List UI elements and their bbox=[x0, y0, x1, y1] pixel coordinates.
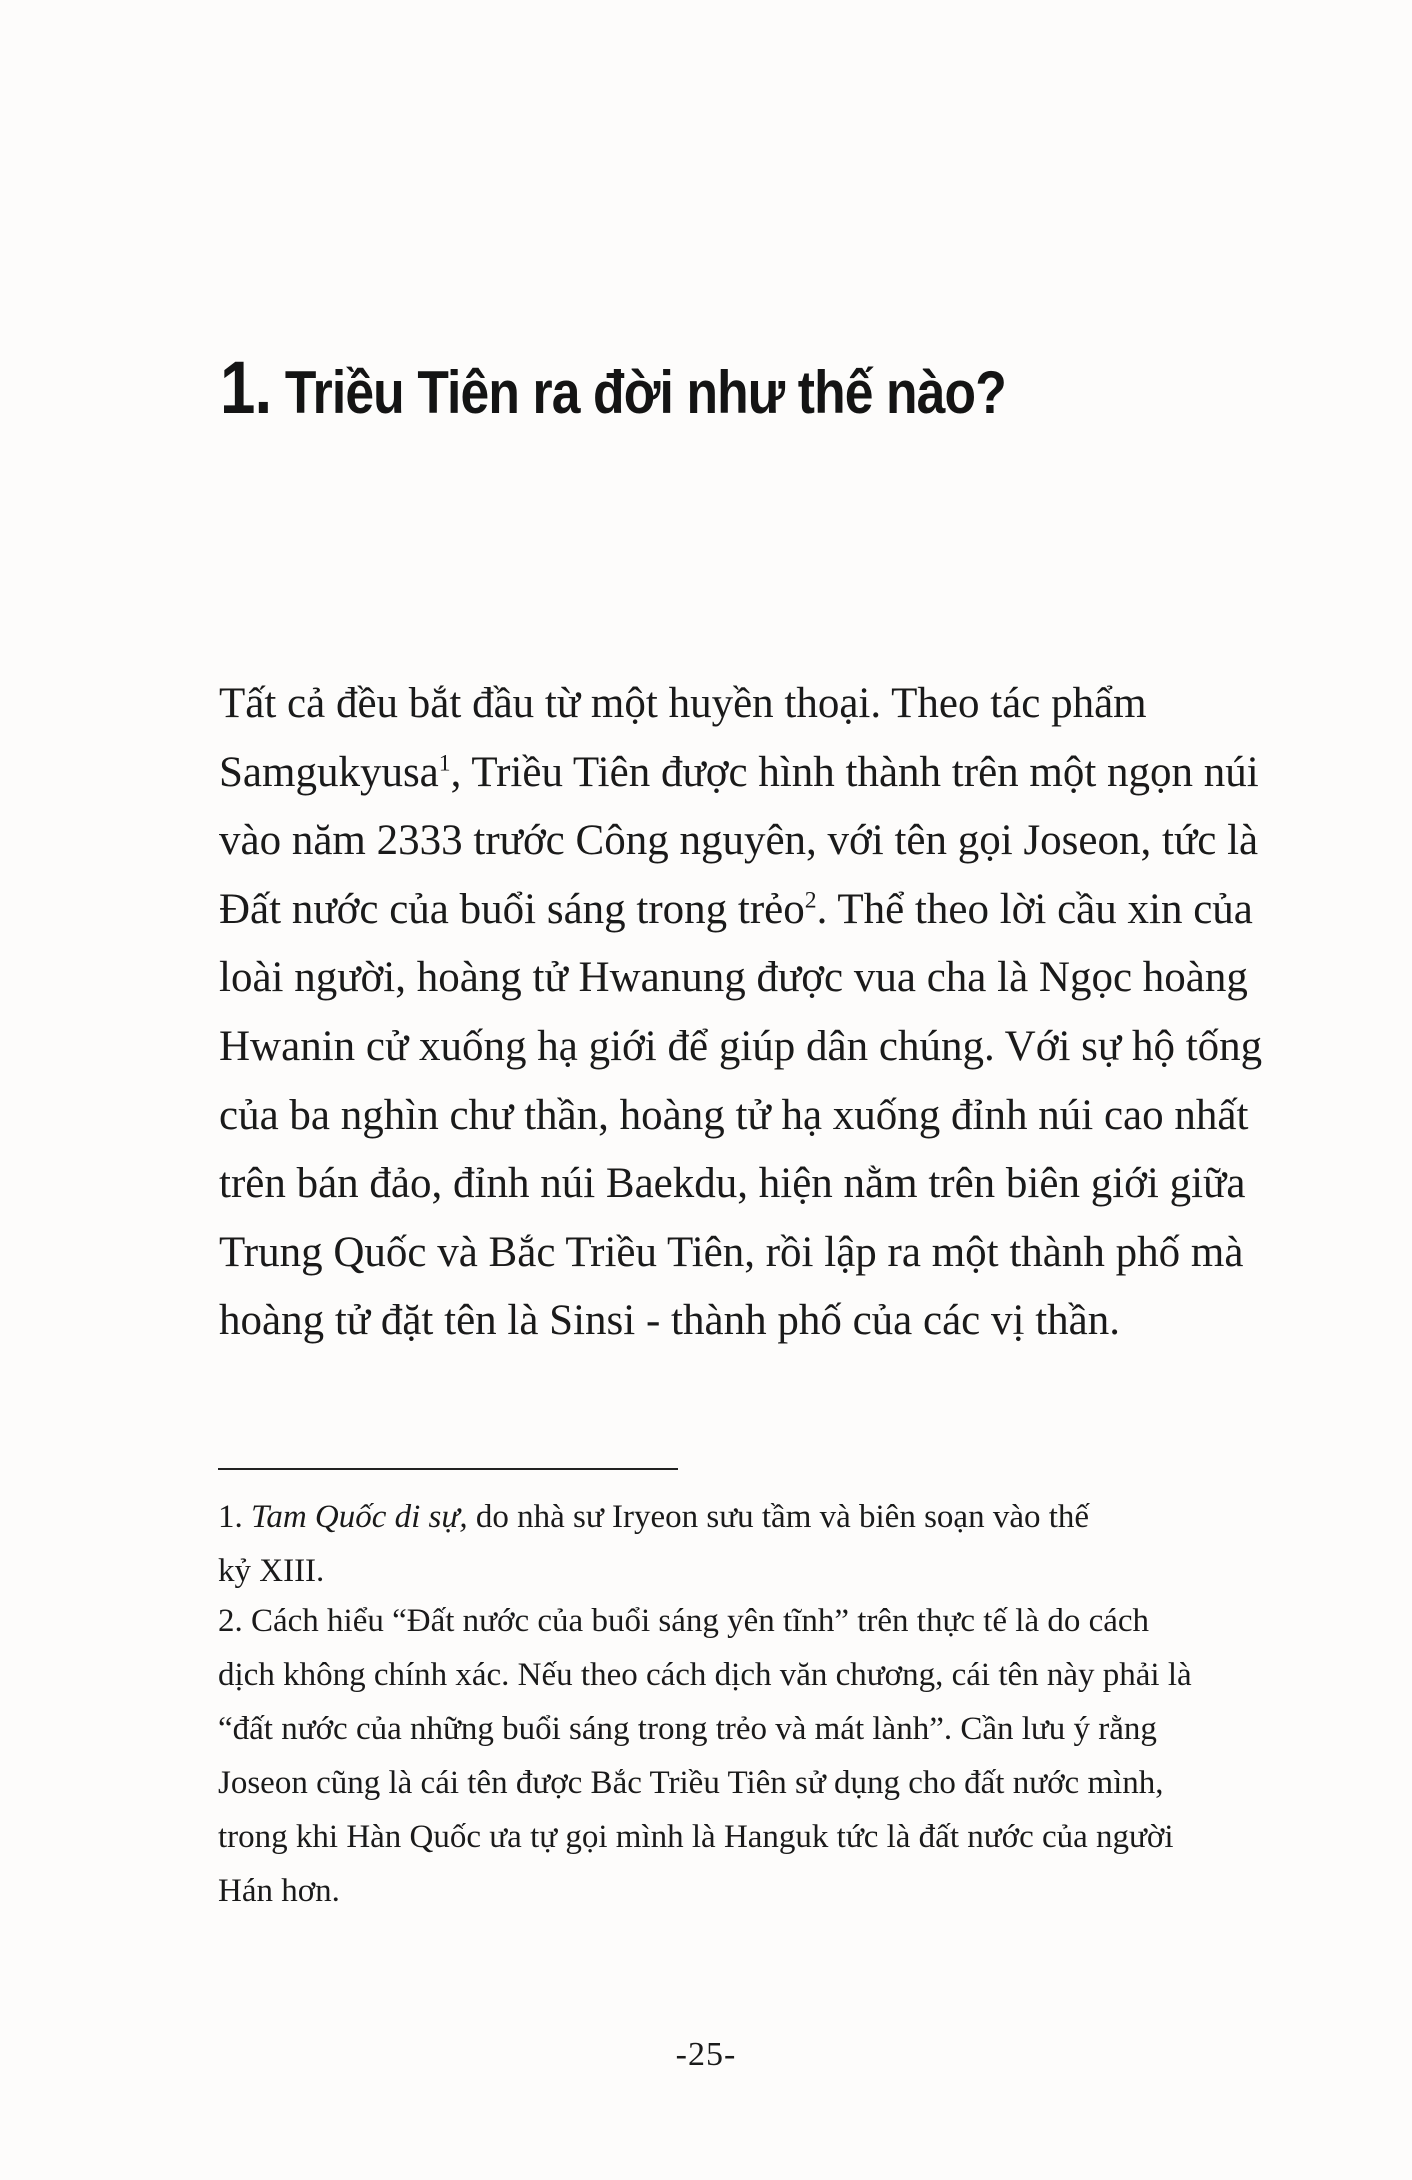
body-line: trên bán đảo, đỉnh núi Baekdu, hiện nằm trên biên giới giữa bbox=[219, 1160, 1246, 1208]
body-line: Trung Quốc và Bắc Triều Tiên, rồi lập ra một thành phố mà bbox=[219, 1228, 1244, 1276]
body-line: hoàng tử đặt tên là Sinsi - thành phố của các vị thần. bbox=[219, 1297, 1120, 1345]
body-line: Đất nước của buổi sáng trong trẻo$^2$. Thể theo lời cầu xin của bbox=[219, 885, 1253, 933]
chapter-heading bbox=[220, 346, 1006, 429]
heading-number: 1. bbox=[220, 346, 272, 429]
footnote-ref-1: 1 bbox=[438, 750, 451, 777]
body-line: của ba nghìn chư thần, hoàng tử hạ xuống đỉnh núi cao nhất bbox=[219, 1091, 1249, 1139]
footnote-1 bbox=[218, 1490, 1278, 1598]
footnote-line: Hán hơn. bbox=[218, 1873, 340, 1909]
footnote-line: dịch không chính xác. Nếu theo cách dịch văn chương, cái tên này phải là bbox=[218, 1657, 1192, 1693]
footnote-1-title: Tam Quốc di sự, bbox=[251, 1499, 468, 1535]
heading-text: Triều Tiên ra đời như thế nào? bbox=[284, 359, 1006, 426]
footnote-line: trong khi Hàn Quốc ưa tự gọi mình là Hanguk tức là đất nước của người bbox=[218, 1819, 1174, 1855]
footnote-2 bbox=[218, 1594, 1278, 1918]
footnote-line: “đất nước của những buổi sáng trong trẻo và mát lành”. Cần lưu ý rằng bbox=[218, 1711, 1157, 1747]
body-line: Tất cả đều bắt đầu từ một huyền thoại. Theo tác phẩm bbox=[219, 680, 1147, 727]
footnote-line: 2. Cách hiểu “Đất nước của buổi sáng yên tĩnh” trên thực tế là do cách bbox=[218, 1603, 1150, 1639]
footnote-ref-2: 2 bbox=[804, 887, 817, 914]
body-paragraph bbox=[218, 670, 1278, 1356]
body-line: loài người, hoàng tử Hwanung được vua cha là Ngọc hoàng bbox=[219, 954, 1248, 1002]
footnote-divider bbox=[218, 1468, 678, 1470]
footnote-line: Joseon cũng là cái tên được Bắc Triều Tiên sử dụng cho đất nước mình, bbox=[218, 1765, 1164, 1801]
body-line: Hwanin cử xuống hạ giới để giúp dân chúng. Với sự hộ tống bbox=[219, 1022, 1263, 1070]
body-line: Samgukyusa$^1$, Triều Tiên được hình thành trên một ngọn núi bbox=[219, 748, 1259, 796]
page-number: -25- bbox=[675, 2036, 737, 2073]
body-line: vào năm 2333 trước Công nguyên, với tên gọi Joseon, tức là bbox=[219, 817, 1259, 865]
footnote-line: kỷ XIII. bbox=[218, 1553, 325, 1589]
footnote-line: 1. Tam Quốc di sự, do nhà sư Iryeon sưu tầm và biên soạn vào thế bbox=[218, 1499, 1090, 1535]
